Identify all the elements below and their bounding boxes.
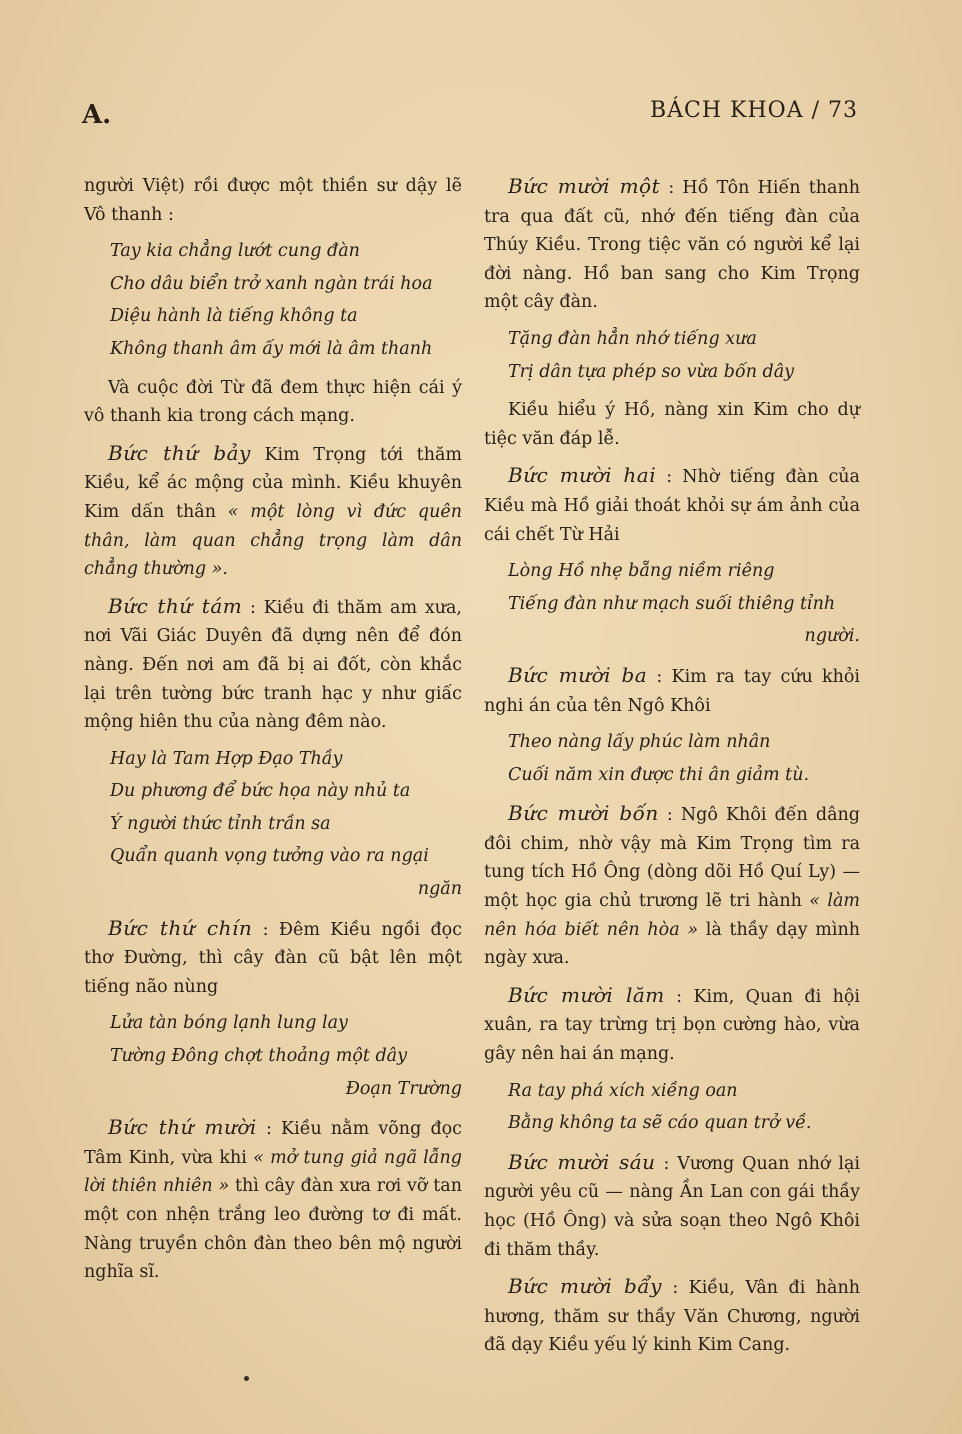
section-paragraph bbox=[84, 914, 462, 1002]
section-paragraph bbox=[84, 439, 462, 584]
section-text: thì cây đàn xưa rơi vỡ tan một con nhện trắng leo đường tơ đi mất. Nàng truyền chôn đàn theo bên mộ người nghĩa sĩ. bbox=[84, 1176, 462, 1283]
verse-line: Không thanh âm ấy mới là âm thanh bbox=[110, 338, 433, 359]
section-text: Kim Trọng tới thăm Kiều, kể ác mộng của mình. Kiều khuyên Kim dấn thân bbox=[84, 444, 462, 522]
verse-block bbox=[484, 557, 860, 651]
verse-line: Cho dâu biển trở xanh ngàn trái hoa bbox=[110, 273, 433, 294]
verse-line: Cuối năm xin được thi ân giảm tù. bbox=[508, 764, 810, 785]
paragraph: Và cuộc đời Từ đã đem thực hiện cái ý vô thanh kia trong cách mạng. bbox=[84, 377, 462, 427]
section-text: : Kim, Quan đi hội xuân, ra tay trừng trị bọn cường hào, vừa gây nên hai án mạng. bbox=[484, 986, 861, 1065]
section-paragraph bbox=[484, 461, 860, 549]
section-heading: Bức thứ bảy bbox=[108, 440, 251, 465]
section-heading: Bức mười ba bbox=[508, 662, 648, 687]
quote: « một lòng vì đức quên thân, làm quan chẳng trọng làm dân chẳng thường ». bbox=[84, 501, 462, 580]
section-heading: Bức thứ mười bbox=[108, 1115, 257, 1140]
section-heading: Bức mười sáu bbox=[508, 1149, 656, 1174]
verse-line: ngăn bbox=[417, 879, 462, 900]
section-paragraph bbox=[484, 1148, 860, 1264]
running-header: BÁCH KHOA / 73 bbox=[649, 98, 858, 123]
section-letter: A. bbox=[82, 100, 112, 130]
verse-block bbox=[484, 1077, 860, 1138]
section-paragraph bbox=[484, 661, 860, 720]
ink-dot bbox=[244, 1376, 249, 1381]
section-text: : Kim ra tay cứu khỏi nghi án của tên Ngô Khôi bbox=[484, 666, 860, 716]
verse-block bbox=[84, 745, 462, 904]
verse-line: Hay là Tam Hợp Đạo Thầy bbox=[110, 748, 343, 769]
section-paragraph bbox=[484, 981, 860, 1069]
quote: « mở tung giả ngã lẫng lời thiên nhiên » bbox=[84, 1147, 462, 1197]
section-text: : Ngô Khôi đến dâng đôi chim, nhờ vậy mà Kim Trọng tìm ra tung tích Hồ Ông (dòng dõi Hồ Quí Ly) — một học gia chủ trương lẽ tri hành bbox=[484, 805, 860, 912]
section-heading: Bức thứ chín bbox=[108, 915, 253, 940]
verse-line: Lòng Hồ nhẹ bẵng niềm riêng bbox=[508, 561, 775, 582]
section-paragraph bbox=[484, 1272, 860, 1360]
verse-line: Tay kia chẳng lướt cung đàn bbox=[110, 241, 360, 262]
section-paragraph bbox=[84, 1113, 462, 1287]
section-text: : Kiều, Vân đi hành hương, thăm sư thầy Văn Chương, người đã dạy Kiều yếu lý kinh Kim Cang. bbox=[484, 1278, 860, 1356]
verse-line: Trị dân tựa phép so vừa bốn dây bbox=[508, 361, 795, 382]
section-heading: Bức mười một bbox=[508, 174, 661, 198]
verse-line: người. bbox=[804, 626, 860, 647]
verse-block bbox=[484, 728, 860, 789]
verse-block bbox=[84, 237, 462, 363]
section-heading: Bức mười hai bbox=[508, 463, 657, 488]
quote: « làm nên hóa biết nên hòa » bbox=[484, 891, 860, 940]
section-text: : Kiều đi thăm am xưa, nơi Vãi Giác Duyên đã dựng nên để đón nàng. Đến nơi am đã bị ai đốt, còn khắc lại trên tường bức tranh hạc y như giấc mộng hiên thu của nàng đêm nào. bbox=[84, 597, 462, 733]
verse-line: Tường Đông chợt thoảng một dây bbox=[110, 1046, 407, 1067]
section-heading: Bức thứ tám bbox=[108, 593, 243, 618]
verse-line: Du phương để bức họa này nhủ ta bbox=[110, 781, 411, 802]
section-paragraph bbox=[484, 172, 860, 317]
section-text: : Nhờ tiếng đàn của Kiều mà Hồ giải thoát khỏi sự ám ảnh của cái chết Từ Hải bbox=[484, 467, 860, 545]
verse-line: Đoạn Trường bbox=[345, 1078, 462, 1099]
right-column bbox=[484, 172, 860, 1368]
verse-line: Ý người thức tỉnh trần sa bbox=[110, 813, 331, 834]
section-paragraph bbox=[84, 592, 462, 737]
section-heading: Bức mười lăm bbox=[508, 982, 665, 1007]
section-heading: Bức mười bẩy bbox=[508, 1274, 662, 1299]
verse-line: Quẩn quanh vọng tưởng vào ra ngại bbox=[110, 846, 429, 867]
section-heading: Bức mười bốn bbox=[508, 801, 659, 826]
verse-line: Diệu hành là tiếng không ta bbox=[110, 306, 358, 327]
paragraph: người Việt) rồi được một thiền sư dậy lẽ Vô thanh : bbox=[84, 176, 462, 225]
verse-line: Ra tay phá xích xiềng oan bbox=[508, 1080, 738, 1101]
paragraph: Kiều hiểu ý Hồ, nàng xin Kim cho dự tiệc văn đáp lễ. bbox=[484, 400, 860, 449]
section-text: là thầy dạy mình ngày xưa. bbox=[484, 919, 860, 969]
section-text: : Hồ Tôn Hiến thanh tra qua đất cũ, nhớ đến tiếng đàn của Thúy Kiều. Trong tiệc văn có người kể lại đời nàng. Hồ ban sang cho Kim Trọng một cây đàn. bbox=[484, 178, 860, 313]
section-text: : Kiều nằm võng đọc Tâm Kinh, vừa khi bbox=[84, 1119, 462, 1168]
verse-block bbox=[84, 1009, 462, 1103]
section-text: : Vương Quan nhớ lại người yêu cũ — nàng Ần Lan con gái thầy học (Hồ Ông) và sửa soạn theo Ngô Khôi đi thăm thầy. bbox=[484, 1153, 860, 1260]
verse-line: Theo nàng lấy phúc làm nhân bbox=[508, 732, 771, 753]
section-text: : Đêm Kiều ngồi đọc thơ Đường, thì cây đàn cũ bật lên một tiếng não nùng bbox=[84, 919, 462, 997]
verse-line: Tặng đàn hẳn nhớ tiếng xưa bbox=[508, 328, 757, 349]
left-column bbox=[84, 172, 462, 1295]
section-paragraph bbox=[484, 799, 860, 973]
verse-line: Lửa tàn bóng lạnh lung lay bbox=[110, 1013, 348, 1034]
verse-line: Bằng không ta sẽ cáo quan trở về. bbox=[508, 1113, 812, 1134]
verse-line: Tiếng đàn như mạch suối thiêng tỉnh bbox=[508, 593, 836, 614]
verse-block bbox=[484, 325, 860, 386]
